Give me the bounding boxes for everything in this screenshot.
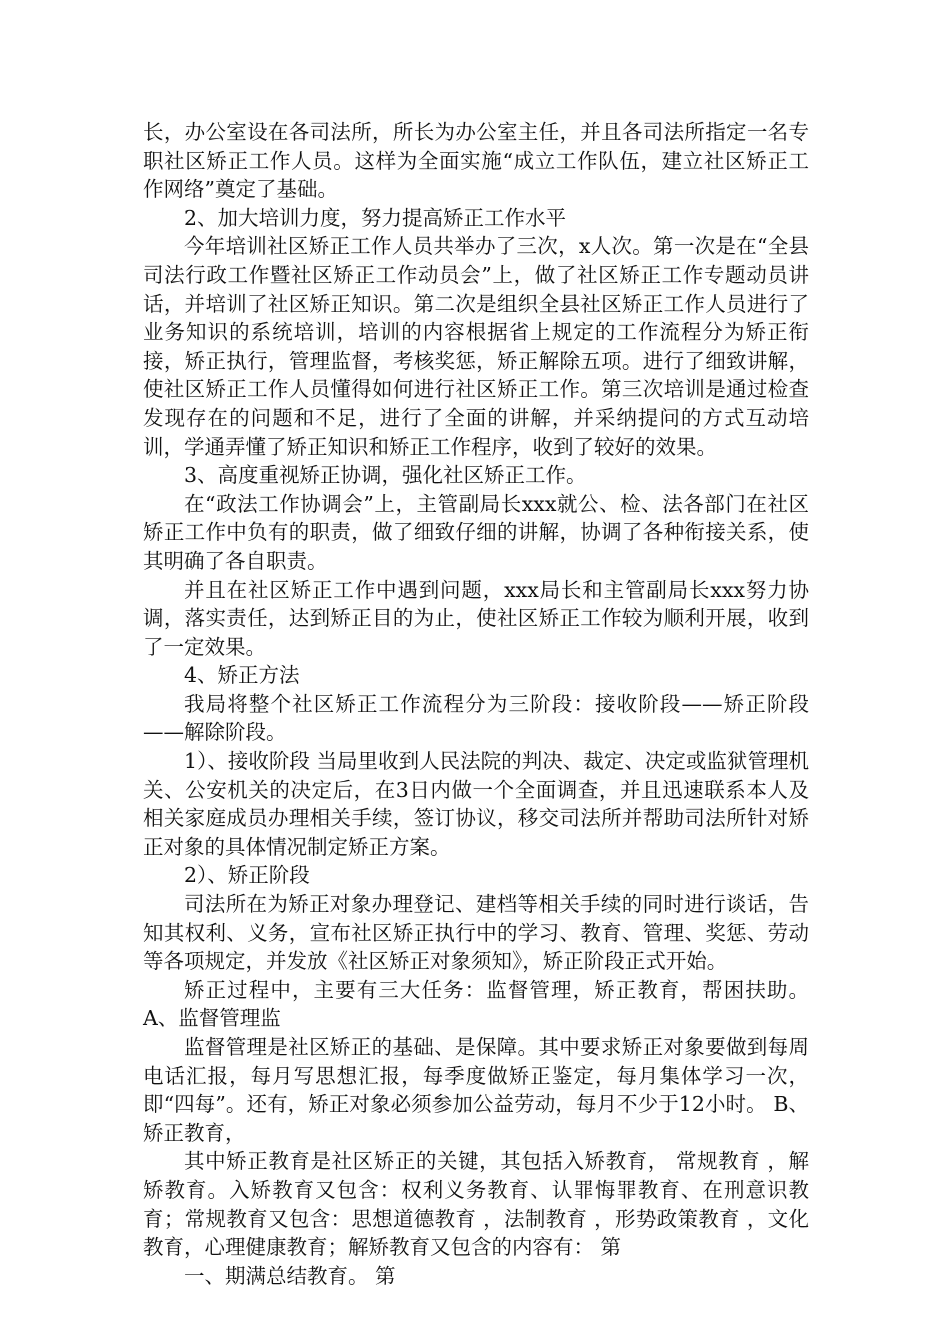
paragraph-body: 司法所在为矫正对象办理登记、建档等相关手续的同时进行谈话，告知其权利、义务，宣布社区矫正执行中的学习、教育、管理、奖惩、劳动等各项规定，并发放《社区矫正对象须知》，矫正阶段正式开始。 bbox=[143, 892, 809, 974]
paragraph-body: 并且在社区矫正工作中遇到问题，xxx局长和主管副局长xxx努力协调，落实责任，达到矫正目的为止，使社区矫正工作较为顺利开展，收到了一定效果。 bbox=[143, 577, 809, 659]
document-page bbox=[143, 118, 809, 1290]
section-heading: 2）、矫正阶段 bbox=[184, 863, 310, 888]
section-heading: 一、期满总结教育。 第 bbox=[184, 1263, 396, 1288]
section-heading: 3、高度重视矫正协调，强化社区矫正工作。 bbox=[184, 463, 587, 488]
paragraph-body: 1）、接收阶段 当局里收到人民法院的判决、裁定、决定或监狱管理机关、公安机关的决定后，在3日内做一个全面调查，并且迅速联系本人及相关家庭成员办理相关手续，签订协议，移交司法所并帮助司法所针对矫正对象的具体情况制定矫正方案。 bbox=[143, 749, 809, 859]
paragraph-body: 我局将整个社区矫正工作流程分为三阶段：接收阶段——矫正阶段——解除阶段。 bbox=[143, 691, 809, 745]
paragraph-body: 监督管理是社区矫正的基础、是保障。其中要求矫正对象要做到每周电话汇报，每月写思想汇报，每季度做矫正鉴定，每月集体学习一次，即“四每”。还有，矫正对象必须参加公益劳动，每月不少于12小时。 B、矫正教育， bbox=[143, 1035, 809, 1145]
paragraph-body: 其中矫正教育是社区矫正的关键，其包括入矫教育， 常规教育 ，解矫教育。入矫教育又包含：权利义务教育、认罪悔罪教育、在刑意识教育；常规教育又包含：思想道德教育 ，法制教育 ，形势政策教育 ，文化教育，心理健康教育；解矫教育又包含的内容有： 第 bbox=[143, 1149, 809, 1260]
paragraph-body: 在“政法工作协调会”上，主管副局长xxx就公、检、法各部门在社区矫正工作中负有的职责，做了细致仔细的讲解，协调了各种衔接关系，使其明确了各自职责。 bbox=[143, 491, 809, 573]
paragraph-body: 今年培训社区矫正工作人员共举办了三次，x人次。第一次是在“全县司法行政工作暨社区矫正工作动员会”上，做了社区矫正工作专题动员讲话，并培训了社区矫正知识。第二次是组织全县社区矫正工作人员进行了业务知识的系统培训，培训的内容根据省上规定的工作流程分为矫正衔接，矫正执行，管理监督，考核奖惩，矫正解除五项。进行了细致讲解，使社区矫正工作人员懂得如何进行社区矫正工作。第三次培训是通过检查发现存在的问题和不足，进行了全面的讲解，并采纳提问的方式互动培训，学通弄懂了矫正知识和矫正工作程序，收到了较好的效果。 bbox=[143, 234, 809, 459]
section-heading: 2、加大培训力度，努力提高矫正工作水平 bbox=[184, 205, 567, 230]
paragraph-body: 长，办公室设在各司法所，所长为办公室主任，并且各司法所指定一名专职社区矫正工作人员。这样为全面实施“成立工作队伍，建立社区矫正工作网络”奠定了基础。 bbox=[143, 120, 809, 202]
paragraph-body: 矫正过程中，主要有三大任务：监督管理，矫正教育，帮困扶助。 A、监督管理监 bbox=[143, 977, 809, 1031]
section-heading: 4、矫正方法 bbox=[184, 663, 300, 688]
